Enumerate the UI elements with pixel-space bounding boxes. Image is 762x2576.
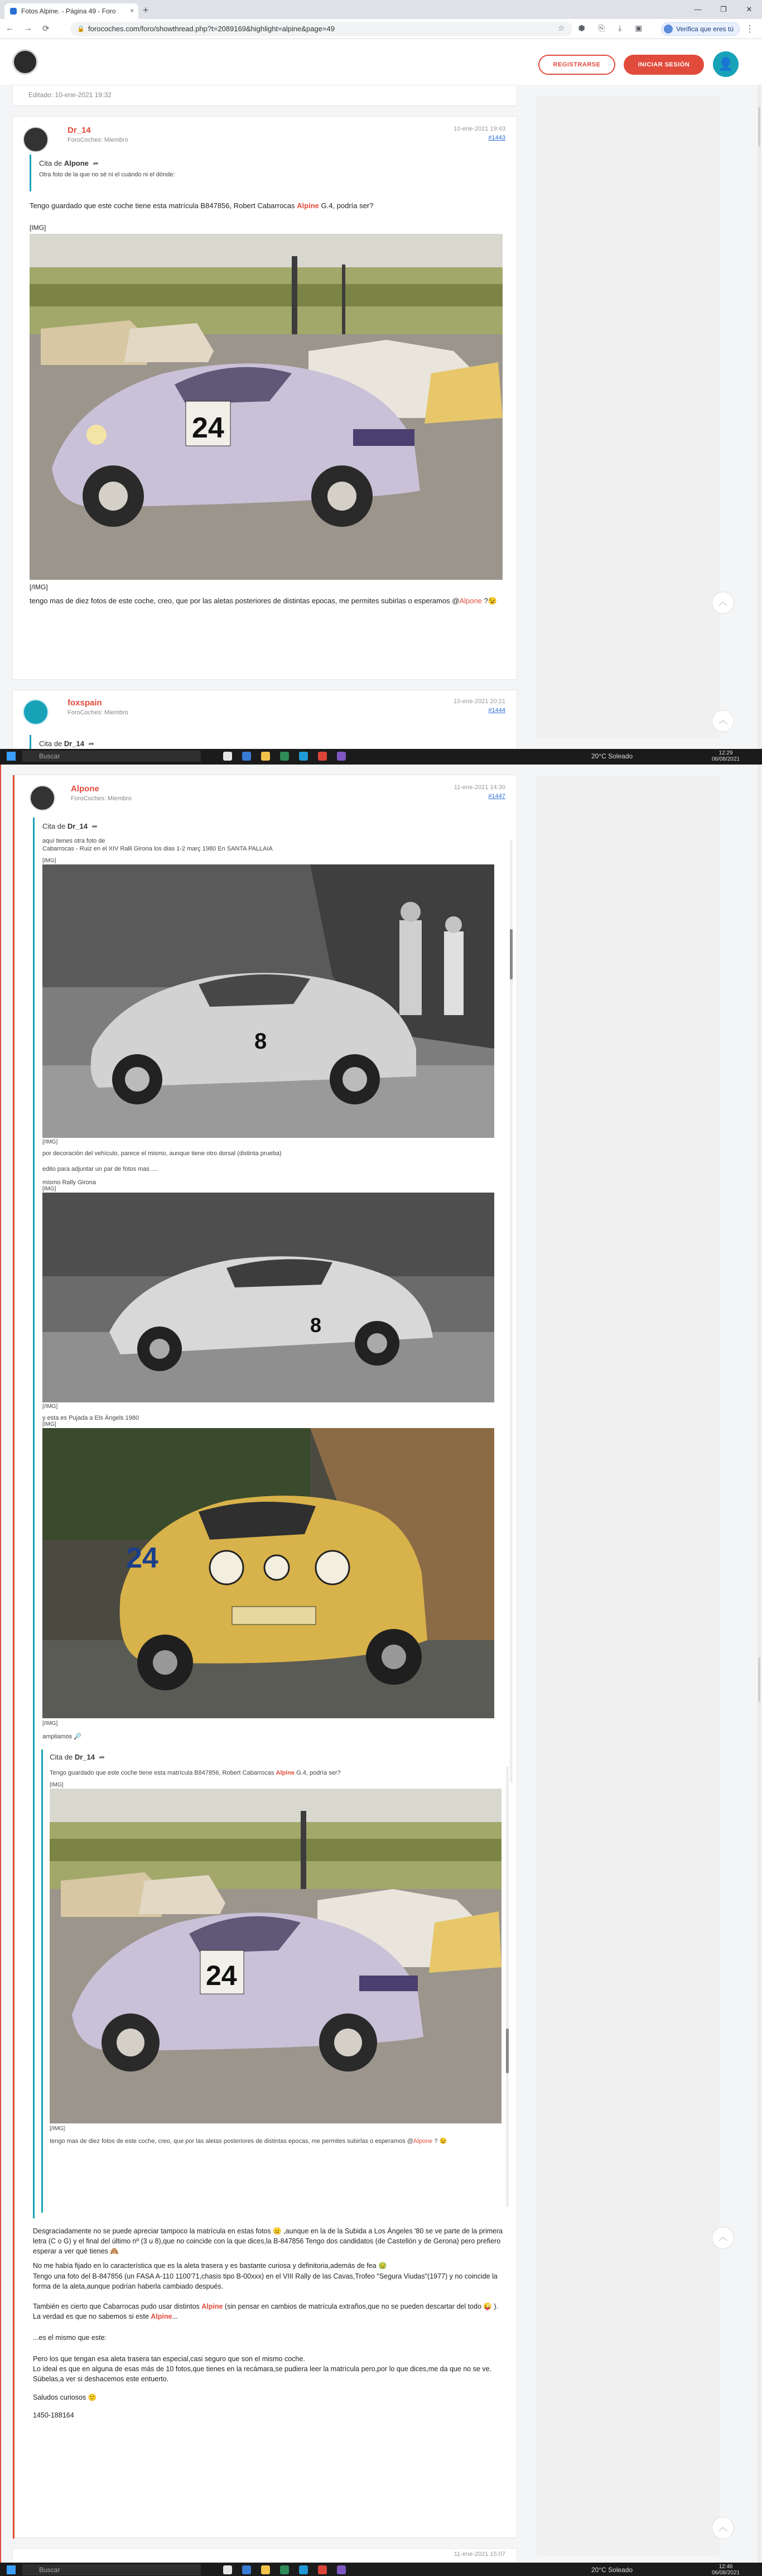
img-open-tag: [IMG] [42, 858, 56, 864]
img-open-tag: [IMG] [30, 224, 46, 232]
quote-line [50, 1770, 341, 1776]
edge-icon[interactable] [242, 752, 251, 761]
quote-line: ampliamos 🔎 [42, 1733, 81, 1740]
chevron-up-icon[interactable]: ︿ [712, 2517, 734, 2539]
sidebar-icon[interactable]: ▣ [635, 23, 643, 32]
post-text [30, 200, 509, 212]
taskbar-apps [223, 2565, 346, 2574]
quote-block [30, 155, 498, 191]
weather-widget[interactable]: 20°C Soleado [591, 752, 633, 760]
quote-text-part: G.4, podría ser? [295, 1770, 341, 1776]
mention-link[interactable]: Alpone [413, 2138, 433, 2145]
tab-title: Fotos Alpine. - Página 49 - Foro [21, 7, 116, 15]
quoted-user[interactable]: Dr_14 [74, 1753, 95, 1761]
img-close-tag: [/IMG] [42, 1720, 58, 1727]
edge-icon[interactable] [242, 2565, 251, 2574]
url-bar[interactable] [70, 22, 572, 36]
post-date: 11-ene-2021 15:07 [454, 2551, 505, 2558]
post-text-part: También es cierto que Cabarrocas pudo usar distintos [33, 2302, 202, 2310]
page-body [0, 765, 762, 2563]
quote-text-part: tengo mas de diez fotos de este coche, creo, que por las aletas posteriores de distintas epocas, me permites subirlas o esperamos @ [50, 2138, 413, 2145]
url-text: forocoches.com/foro/showthread.php?t=2089169&highlight=alpine&page=49 [88, 25, 335, 33]
post-text-part: (sin pensar en cambios de matrícula extraños,que no se pueden descartar del todo 😜 ). [223, 2302, 499, 2310]
sidebar-ad [536, 96, 720, 738]
back-icon[interactable]: ← [6, 23, 14, 33]
post-paragraph: Saludos curiosos 🙂 [33, 2393, 97, 2401]
post-signature: 1450-188164 [33, 2411, 74, 2419]
edited-line: Editado: 10-ene-2021 19:32 [28, 91, 112, 99]
quote-header [39, 739, 490, 748]
quote-prefix: Cita de [39, 739, 62, 748]
img-open-tag: [IMG] [42, 1186, 56, 1192]
post-paragraph [33, 2311, 513, 2322]
chevron-up-icon[interactable]: ︿ [712, 592, 734, 614]
taskbar-apps [223, 752, 346, 761]
close-window-button[interactable]: ✕ [746, 5, 753, 13]
forocoches-logo[interactable] [12, 49, 38, 75]
post-paragraph: Súbelas,a ver si deshacemos este entuerto. [33, 2375, 169, 2383]
post-text-part: tengo mas de diez fotos de este coche, creo, que por las aletas posteriores de distintas epocas, me permites subirlas o esperamos @ [30, 597, 460, 605]
quote-line: y esta es Pujada a Els Àngels 1980 [42, 1415, 139, 1421]
post-date: 11-ene-2021 14:30 [454, 784, 505, 791]
quote-text-part: Tengo guardado que este coche tiene esta matrícula B847856, Robert Cabarrocas [50, 1770, 276, 1776]
screenshot-top [0, 0, 762, 763]
minimize-button[interactable]: — [694, 5, 702, 13]
rally-photo-girona-side[interactable] [42, 1193, 494, 1402]
windows-start-icon[interactable] [7, 752, 16, 761]
address-bar-row [0, 19, 762, 39]
quote-scrollbar-thumb[interactable] [510, 929, 513, 979]
quote-scrollbar-track[interactable] [510, 840, 513, 1783]
taskbar-search[interactable]: Buscar [22, 2564, 201, 2575]
svg-text:24: 24 [206, 1960, 237, 1991]
app-icon[interactable] [337, 2565, 346, 2574]
weather-widget[interactable]: 20°C Soleado [591, 2566, 633, 2574]
taskbar-search[interactable]: Buscar [22, 751, 201, 762]
quote-line: mismo Rally Girona [42, 1179, 96, 1186]
quote-line: aquí tienes otra foto de [42, 838, 105, 844]
alpine-highlight: Alpine [297, 201, 319, 210]
post-text-part: Tengo guardado que este coche tiene esta matrícula B847856, Robert Cabarrocas [30, 201, 297, 210]
post-user-role: ForoCoches: Miembro [67, 137, 128, 143]
post-1447 [12, 775, 517, 2538]
post-paragraph: ...es el mismo que este: [33, 2334, 107, 2342]
quote-header [39, 159, 490, 168]
profile-verify-chip[interactable] [661, 22, 740, 36]
post-paragraph: Lo ideal es que en alguna de esas más de 10 fotos,que tienes en la recámara,se pudiera leer la matrícula pero,por lo que dices,me da que no se ve. [33, 2365, 492, 2373]
quoted-user[interactable]: Dr_14 [67, 822, 88, 830]
window-controls [685, 0, 762, 19]
left-edge-accent [0, 765, 1, 2563]
svg-text:24: 24 [126, 1542, 158, 1574]
extension-icon[interactable]: ⬢ [578, 23, 585, 32]
taskbar-clock[interactable] [712, 2564, 740, 2576]
page-scrollbar-track[interactable] [758, 85, 761, 749]
browser-tab-bar [0, 0, 762, 19]
quote-line: Cabarrocas - Ruiz en el XIV Ralli Girona los dias 1-2 març 1980 En SANTA PALLAIA [42, 845, 273, 852]
img-open-tag: [IMG] [42, 1421, 56, 1428]
rally-photo-alpine-24-repeat[interactable] [50, 1789, 501, 2123]
download-icon[interactable]: ⤓ [618, 23, 622, 32]
task-view-icon[interactable] [223, 752, 232, 761]
store-icon[interactable] [280, 752, 289, 761]
post-user-role: ForoCoches: Miembro [67, 709, 128, 716]
quote-text: Otra foto de la que no sé ni el cuándo ni el dónde: [39, 171, 175, 178]
post-paragraph: Desgraciadamente no se puede apreciar tampoco la matrícula en estas fotos 😐 ,aunque en la de la Subida a Los Ángeles '80 se ve parte de la primera letra (C o G) y el final del último nº (3 u 8),que no coincide con la que dices,la B-847856 Tengo dos candidatos (de Castellón y de Gerona) pero prefiero esperar a ver qué tienes 🙈 [33, 2227, 503, 2256]
svg-text:8: 8 [254, 1029, 267, 1054]
quote-prefix: Cita de [39, 159, 62, 167]
quote-prefix: Cita de [42, 822, 66, 830]
chrome-icon[interactable] [318, 752, 327, 761]
mention-link[interactable]: Alpone [459, 597, 482, 605]
post-date: 10-ene-2021 19:43 [454, 126, 505, 132]
post-number-link[interactable]: #1447 [488, 793, 505, 800]
quoted-user[interactable]: Alpone [64, 159, 89, 167]
quote-scrollbar-thumb[interactable] [506, 2029, 509, 2073]
windows-start-icon[interactable] [7, 2565, 16, 2574]
post-text-part: ?😉 [481, 597, 498, 605]
taskbar-clock[interactable] [712, 750, 740, 762]
post-1444 [12, 690, 517, 757]
quote-prefix: Cita de [50, 1753, 73, 1761]
img-close-tag: [/IMG] [42, 1404, 58, 1410]
share-arrow-icon[interactable]: ➦ [86, 739, 95, 748]
previous-post-footer [12, 85, 517, 106]
browser-tab[interactable] [4, 3, 138, 19]
windows-taskbar [0, 2563, 762, 2576]
clock-time: 12:29 [718, 750, 733, 756]
post-highlight-bar [13, 775, 15, 2539]
page-scrollbar-thumb[interactable] [758, 1657, 760, 1702]
post-paragraph: No me había fijado en lo característica que es la aleta trasera y es bastante curiosa y definitoria,además de fea 🤢 [33, 2262, 387, 2270]
post-text-part: ... [172, 2312, 178, 2320]
post-text [33, 2226, 513, 2420]
user-icon[interactable]: 👤 [713, 51, 739, 77]
svg-text:8: 8 [310, 1314, 322, 1337]
new-tab-button[interactable]: + [143, 4, 149, 16]
post-text-part: La verdad es que no sabemos si este [33, 2312, 151, 2320]
rally-photo-girona-8[interactable] [42, 864, 494, 1138]
img-close-tag: [/IMG] [30, 583, 48, 591]
alpine-highlight: Alpine [151, 2312, 172, 2320]
file-explorer-icon[interactable] [261, 752, 270, 761]
quote-scrollbar-track[interactable] [506, 1766, 509, 2207]
profile-avatar-icon [664, 25, 673, 33]
img-close-tag: [/IMG] [42, 1139, 58, 1145]
share-arrow-icon[interactable]: ➦ [89, 822, 98, 830]
verify-label: Verifica que eres tú [676, 25, 734, 33]
post-user-role: ForoCoches: Miembro [71, 795, 132, 802]
register-button[interactable]: REGISTRARSE [538, 55, 615, 75]
page-body [0, 85, 762, 749]
lock-icon: 🔒 [77, 26, 85, 32]
post-paragraph: Tengo una foto del B-847856 (un FASA A-110 1100'71,chasis tipo B-00xxx) en el VIII Rally de las Cavas,Trofeo "Segura Viudas"(1977) y no coincide la forma de la aleta,aunque podrían haberla cambiado después. [33, 2272, 498, 2290]
rally-photo-alpine-24[interactable] [30, 234, 503, 580]
post-username[interactable]: foxspain [67, 698, 102, 708]
site-header [0, 39, 762, 85]
post-paragraph: Pero los que tengan esa aleta trasera tan especial,casi seguro que son el mismo coche. [33, 2355, 305, 2363]
alpine-highlight: Alpine [201, 2302, 223, 2310]
avatar[interactable] [23, 127, 49, 152]
clock-time: 12:46 [718, 2564, 733, 2570]
quote-header [50, 1753, 105, 1762]
quote-header [42, 822, 98, 831]
file-explorer-icon[interactable] [261, 2565, 270, 2574]
mail-icon[interactable] [299, 2565, 308, 2574]
nested-quote-block [41, 1750, 510, 2213]
post-username[interactable]: Alpone [71, 784, 99, 794]
login-button[interactable]: INICIAR SESIÓN [624, 55, 704, 75]
screenshot-bottom [0, 763, 762, 2576]
svg-text:24: 24 [192, 412, 224, 444]
quote-block [33, 818, 514, 2218]
chevron-up-icon[interactable]: ︿ [712, 710, 734, 732]
windows-taskbar [0, 749, 762, 763]
avatar[interactable] [30, 785, 55, 811]
store-icon[interactable] [280, 2565, 289, 2574]
share-arrow-icon[interactable]: ➦ [90, 159, 99, 167]
mail-icon[interactable] [299, 752, 308, 761]
quote-line: edito para adjuntar un par de fotos mas .... [42, 1166, 158, 1172]
maximize-button[interactable]: ❐ [720, 5, 727, 13]
post-1443 [12, 116, 517, 680]
reload-icon[interactable]: ⟳ [42, 24, 50, 33]
clock-date: 06/08/2021 [711, 756, 740, 762]
post-date: 10-ene-2021 20:21 [454, 698, 505, 705]
favicon-icon [10, 8, 17, 15]
post-number-link[interactable]: #1443 [488, 134, 505, 141]
extensions-puzzle-icon[interactable]: ⎘ [598, 23, 605, 32]
rally-photo-els-angels[interactable] [42, 1428, 494, 1718]
post-text-part: G.4, podría ser? [319, 201, 374, 210]
quote-text-part: ? 😉 [432, 2138, 447, 2145]
share-arrow-icon[interactable]: ➦ [97, 1753, 105, 1761]
post-number-link[interactable]: #1444 [488, 707, 505, 714]
app-icon[interactable] [337, 752, 346, 761]
chrome-icon[interactable] [318, 2565, 327, 2574]
quoted-user[interactable]: Dr_14 [64, 739, 84, 748]
chevron-up-icon[interactable]: ︿ [712, 2227, 734, 2249]
forward-icon[interactable]: → [24, 23, 32, 33]
post-paragraph [33, 2301, 513, 2311]
quote-line [50, 2137, 501, 2146]
img-close-tag: [/IMG] [50, 2126, 65, 2132]
post-username[interactable]: Dr_14 [67, 126, 91, 135]
page-scrollbar-thumb[interactable] [758, 107, 760, 146]
sidebar-ad [536, 776, 720, 2556]
img-open-tag: [IMG] [50, 1782, 64, 1788]
clock-date: 06/08/2021 [711, 2570, 740, 2576]
browser-menu-icon[interactable]: ⋮ [745, 25, 754, 34]
post-text [30, 595, 515, 607]
alpine-highlight: Alpine [276, 1770, 295, 1776]
bookmark-star-icon[interactable]: ☆ [558, 23, 565, 32]
quote-line: por decoración del vehículo, parece el mismo, aunque tiene otro dorsal (distinta prueba) [42, 1150, 282, 1157]
avatar[interactable] [23, 699, 49, 725]
tab-close-icon[interactable]: × [129, 7, 134, 15]
task-view-icon[interactable] [223, 2565, 232, 2574]
